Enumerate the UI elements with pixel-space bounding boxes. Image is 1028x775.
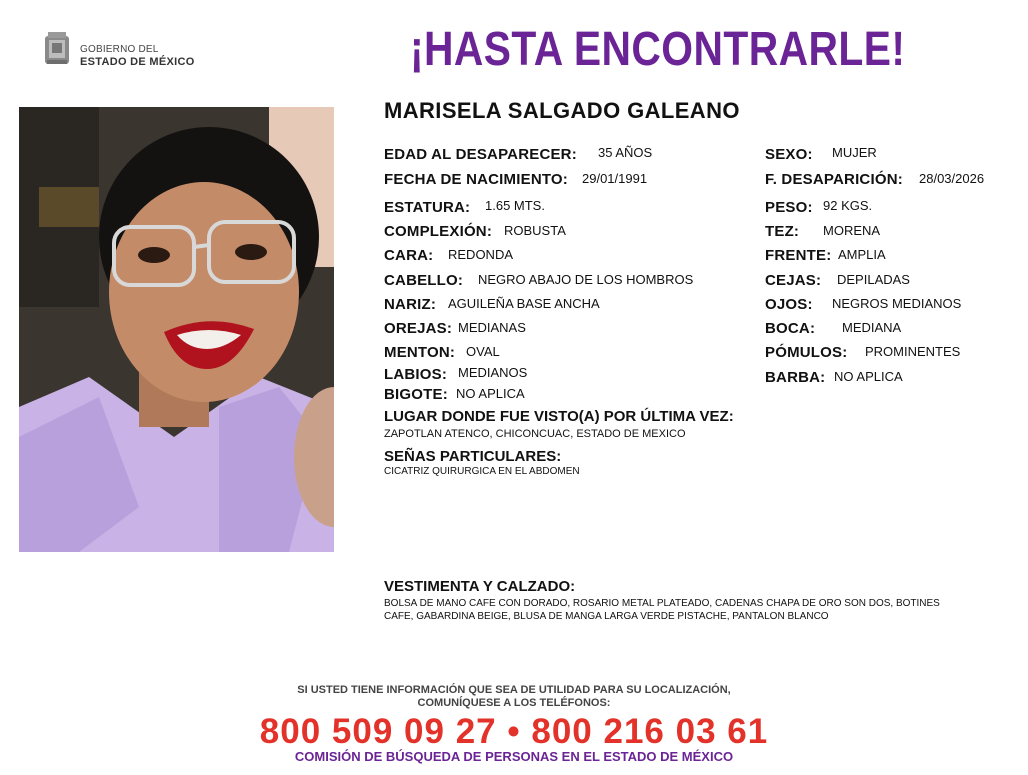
weight-label: PESO:: [765, 199, 813, 216]
forehead-label: FRENTE:: [765, 247, 832, 264]
height-label: ESTATURA:: [384, 199, 471, 216]
disappearance-date-value: 28/03/2026: [919, 171, 985, 186]
clothing-line1: BOLSA DE MANO CAFE CON DORADO, ROSARIO METAL PLATEADO, CADENAS CHAPA DE ORO SON DOS, BOTINES: [384, 598, 940, 609]
person-photo: [19, 107, 334, 552]
clothing-line2: CAFE, GABARDINA BEIGE, BLUSA DE MANGA LARGA VERDE PISTACHE, PANTALON BLANCO: [384, 611, 829, 622]
sex-label: SEXO:: [765, 146, 813, 163]
complexion-value: MORENA: [823, 223, 881, 238]
chin-value: OVAL: [466, 344, 500, 359]
age-value: 35 AÑOS: [598, 145, 653, 160]
eyebrows-value: DEPILADAS: [837, 272, 910, 287]
clothing-label: VESTIMENTA Y CALZADO:: [384, 578, 576, 595]
beard-value: NO APLICA: [834, 369, 903, 384]
nose-value: AGUILEÑA BASE ANCHA: [448, 296, 600, 311]
last-seen-label: LUGAR DONDE FUE VISTO(A) POR ÚLTIMA VEZ:: [384, 408, 734, 425]
build-label: COMPLEXIÓN:: [384, 223, 493, 240]
weight-value: 92 KGS.: [823, 198, 873, 213]
age-label: EDAD AL DESAPARECER:: [384, 146, 577, 163]
birthdate-value: 29/01/1991: [582, 171, 648, 186]
info-line2: COMUNÍQUESE A LOS TELÉFONOS:: [417, 697, 611, 709]
face-value: REDONDA: [448, 247, 514, 262]
face-label: CARA:: [384, 247, 434, 264]
particular-marks-label: SEÑAS PARTICULARES:: [384, 448, 562, 465]
disappearance-date-label: F. DESAPARICIÓN:: [765, 171, 903, 188]
particular-marks-value: CICATRIZ QUIRURGICA EN EL ABDOMEN: [384, 466, 580, 477]
birthdate-label: FECHA DE NACIMIENTO:: [384, 171, 568, 188]
eyes-value: NEGROS MEDIANOS: [832, 296, 962, 311]
build-value: ROBUSTA: [504, 223, 566, 238]
ears-value: MEDIANAS: [458, 320, 526, 335]
person-name: MARISELA SALGADO GALEANO: [384, 98, 740, 123]
hair-label: CABELLO:: [384, 272, 464, 289]
ears-label: OREJAS:: [384, 320, 453, 337]
state-seal-icon: [42, 30, 72, 68]
cheekbones-label: PÓMULOS:: [765, 344, 848, 361]
hair-value: NEGRO ABAJO DE LOS HOMBROS: [478, 272, 694, 287]
org-name-line1: GOBIERNO DEL: [80, 44, 159, 55]
mustache-label: BIGOTE:: [384, 386, 448, 403]
height-value: 1.65 MTS.: [485, 198, 545, 213]
beard-label: BARBA:: [765, 369, 826, 386]
cheekbones-value: PROMINENTES: [865, 344, 961, 359]
phone-separator: •: [507, 712, 521, 751]
info-line1: SI USTED TIENE INFORMACIÓN QUE SEA DE UTILIDAD PARA SU LOCALIZACIÓN,: [297, 684, 731, 696]
mouth-label: BOCA:: [765, 320, 816, 337]
eyes-label: OJOS:: [765, 296, 813, 313]
phone-number-2[interactable]: 800 216 03 61: [531, 712, 769, 751]
government-logo: [42, 30, 202, 70]
lips-label: LABIOS:: [384, 366, 448, 383]
phone-number-1[interactable]: 800 509 09 27: [259, 712, 497, 751]
eyebrows-label: CEJAS:: [765, 272, 822, 289]
chin-label: MENTON:: [384, 344, 456, 361]
org-name-line2: ESTADO DE MÉXICO: [80, 56, 195, 68]
mouth-value: MEDIANA: [842, 320, 902, 335]
phone-numbers: [0, 712, 1028, 752]
nose-label: NARIZ:: [384, 296, 437, 313]
commission-name: COMISIÓN DE BÚSQUEDA DE PERSONAS EN EL ESTADO DE MÉXICO: [294, 749, 734, 764]
poster-title: ¡HASTA ENCONTRARLE!: [410, 23, 906, 76]
lips-value: MEDIANOS: [458, 365, 528, 380]
sex-value: MUJER: [832, 145, 877, 160]
portrait-illustration: [19, 107, 334, 552]
last-seen-value: ZAPOTLAN ATENCO, CHICONCUAC, ESTADO DE MEXICO: [384, 428, 686, 440]
mustache-value: NO APLICA: [456, 386, 525, 401]
complexion-label: TEZ:: [765, 223, 800, 240]
forehead-value: AMPLIA: [838, 247, 886, 262]
